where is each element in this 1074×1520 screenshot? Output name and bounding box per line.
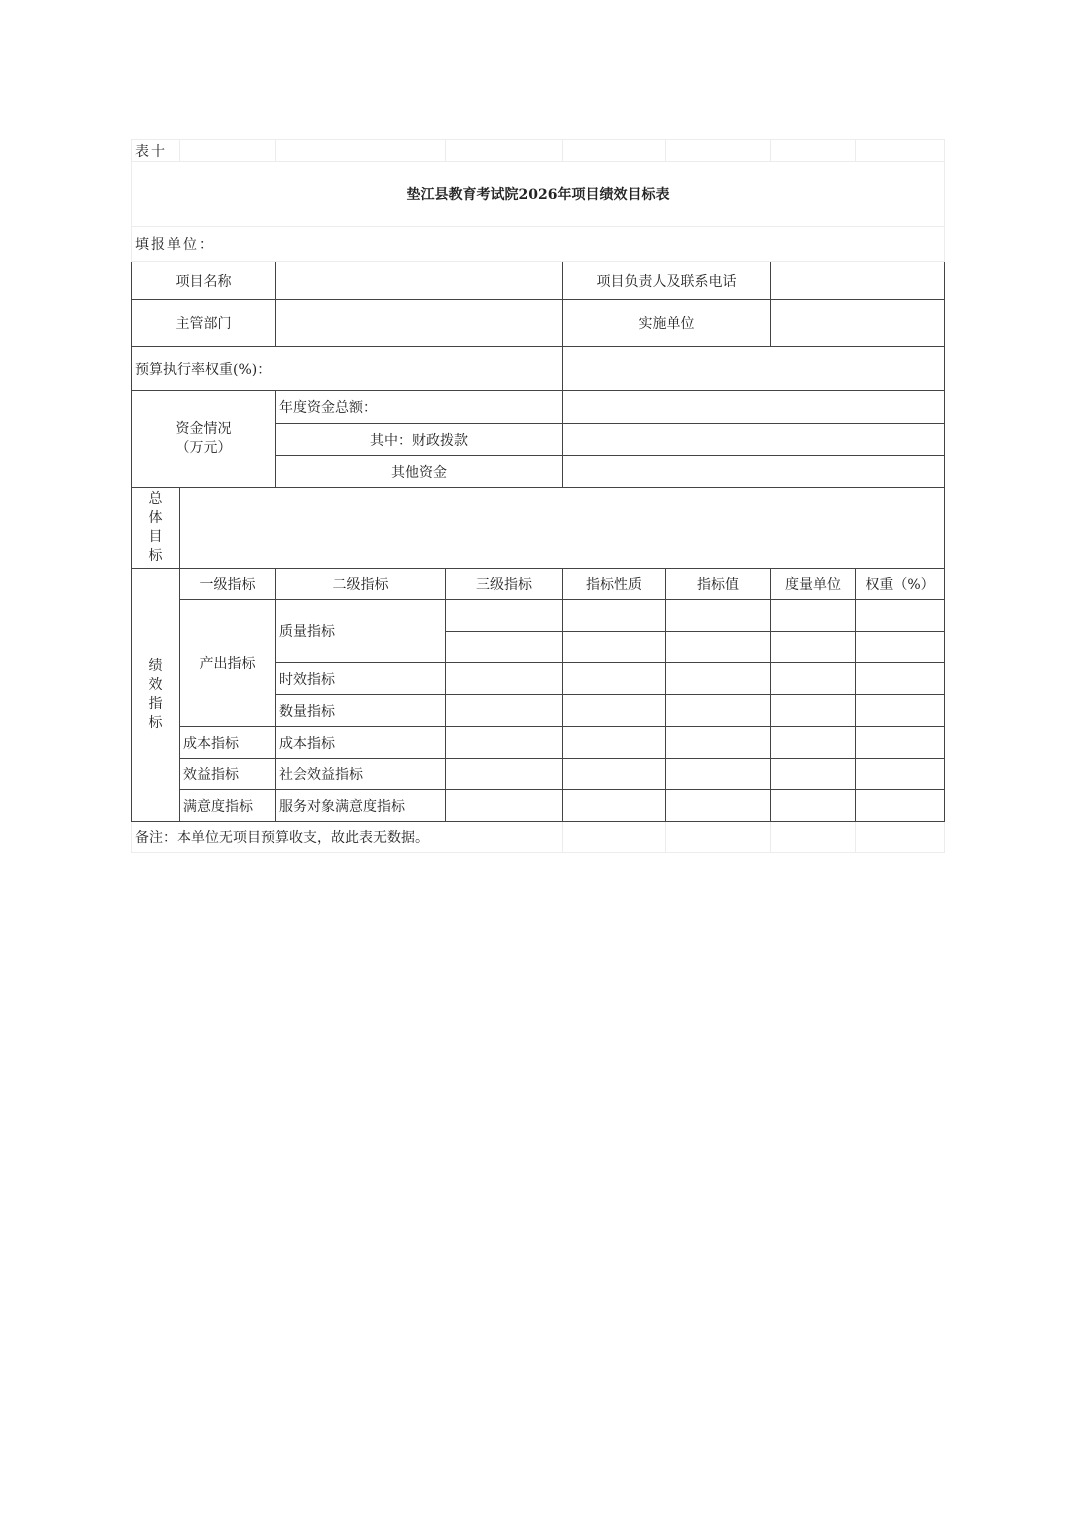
project-name-label: 项目名称	[132, 262, 276, 300]
owner-contact-label: 项目负责人及联系电话	[563, 262, 771, 300]
note: 备注：本单位无项目预算收支，故此表无数据。	[132, 822, 563, 853]
header-weight: 权重（%）	[856, 569, 945, 600]
budget-weight-value	[563, 347, 945, 391]
cost-indicator-l2: 成本指标	[276, 727, 446, 759]
funds-other-label: 其他资金	[276, 456, 563, 488]
benefit-indicator-l1: 效益指标	[180, 759, 276, 790]
header-level3: 三级指标	[446, 569, 563, 600]
header-unit: 度量单位	[771, 569, 856, 600]
timeliness-indicator: 时效指标	[276, 663, 446, 695]
owner-contact-value	[771, 262, 945, 300]
performance-table	[131, 139, 945, 853]
overall-goal-label: 总 体 目 标	[132, 488, 180, 569]
header-value: 指标值	[666, 569, 771, 600]
funds-fiscal-value	[563, 424, 945, 456]
funds-total-label: 年度资金总额：	[276, 391, 563, 424]
quality-indicator: 质量指标	[276, 600, 446, 663]
funds-total-value	[563, 391, 945, 424]
indicators-side-label: 绩 效 指 标	[132, 569, 180, 822]
cost-indicator-l1: 成本指标	[180, 727, 276, 759]
benefit-indicator-l2: 社会效益指标	[276, 759, 446, 790]
budget-weight-label: 预算执行率权重(%)：	[132, 347, 563, 391]
output-indicator: 产出指标	[180, 600, 276, 727]
funds-label-line1: 资金情况	[175, 421, 232, 437]
header-level2: 二级指标	[276, 569, 446, 600]
header-level1: 一级指标	[180, 569, 276, 600]
satisfaction-indicator-l1: 满意度指标	[180, 790, 276, 822]
header-nature: 指标性质	[563, 569, 666, 600]
funds-other-value	[563, 456, 945, 488]
impl-unit-value	[771, 300, 945, 347]
quantity-indicator: 数量指标	[276, 695, 446, 727]
impl-unit-label: 实施单位	[563, 300, 771, 347]
fill-unit-label: 填报单位：	[132, 227, 945, 262]
table-number-row	[132, 140, 945, 162]
dept-value	[276, 300, 563, 347]
page-title: 垫江县教育考试院2026年项目绩效目标表	[132, 162, 945, 227]
table-number: 表十	[132, 140, 180, 162]
project-name-value	[276, 262, 563, 300]
funds-fiscal-label: 其中：财政拨款	[276, 424, 563, 456]
funds-label-line2: （万元）	[175, 440, 232, 456]
funds-label	[132, 391, 276, 488]
overall-goal-value	[180, 488, 945, 569]
performance-sheet	[131, 139, 944, 853]
satisfaction-indicator-l2: 服务对象满意度指标	[276, 790, 446, 822]
dept-label: 主管部门	[132, 300, 276, 347]
